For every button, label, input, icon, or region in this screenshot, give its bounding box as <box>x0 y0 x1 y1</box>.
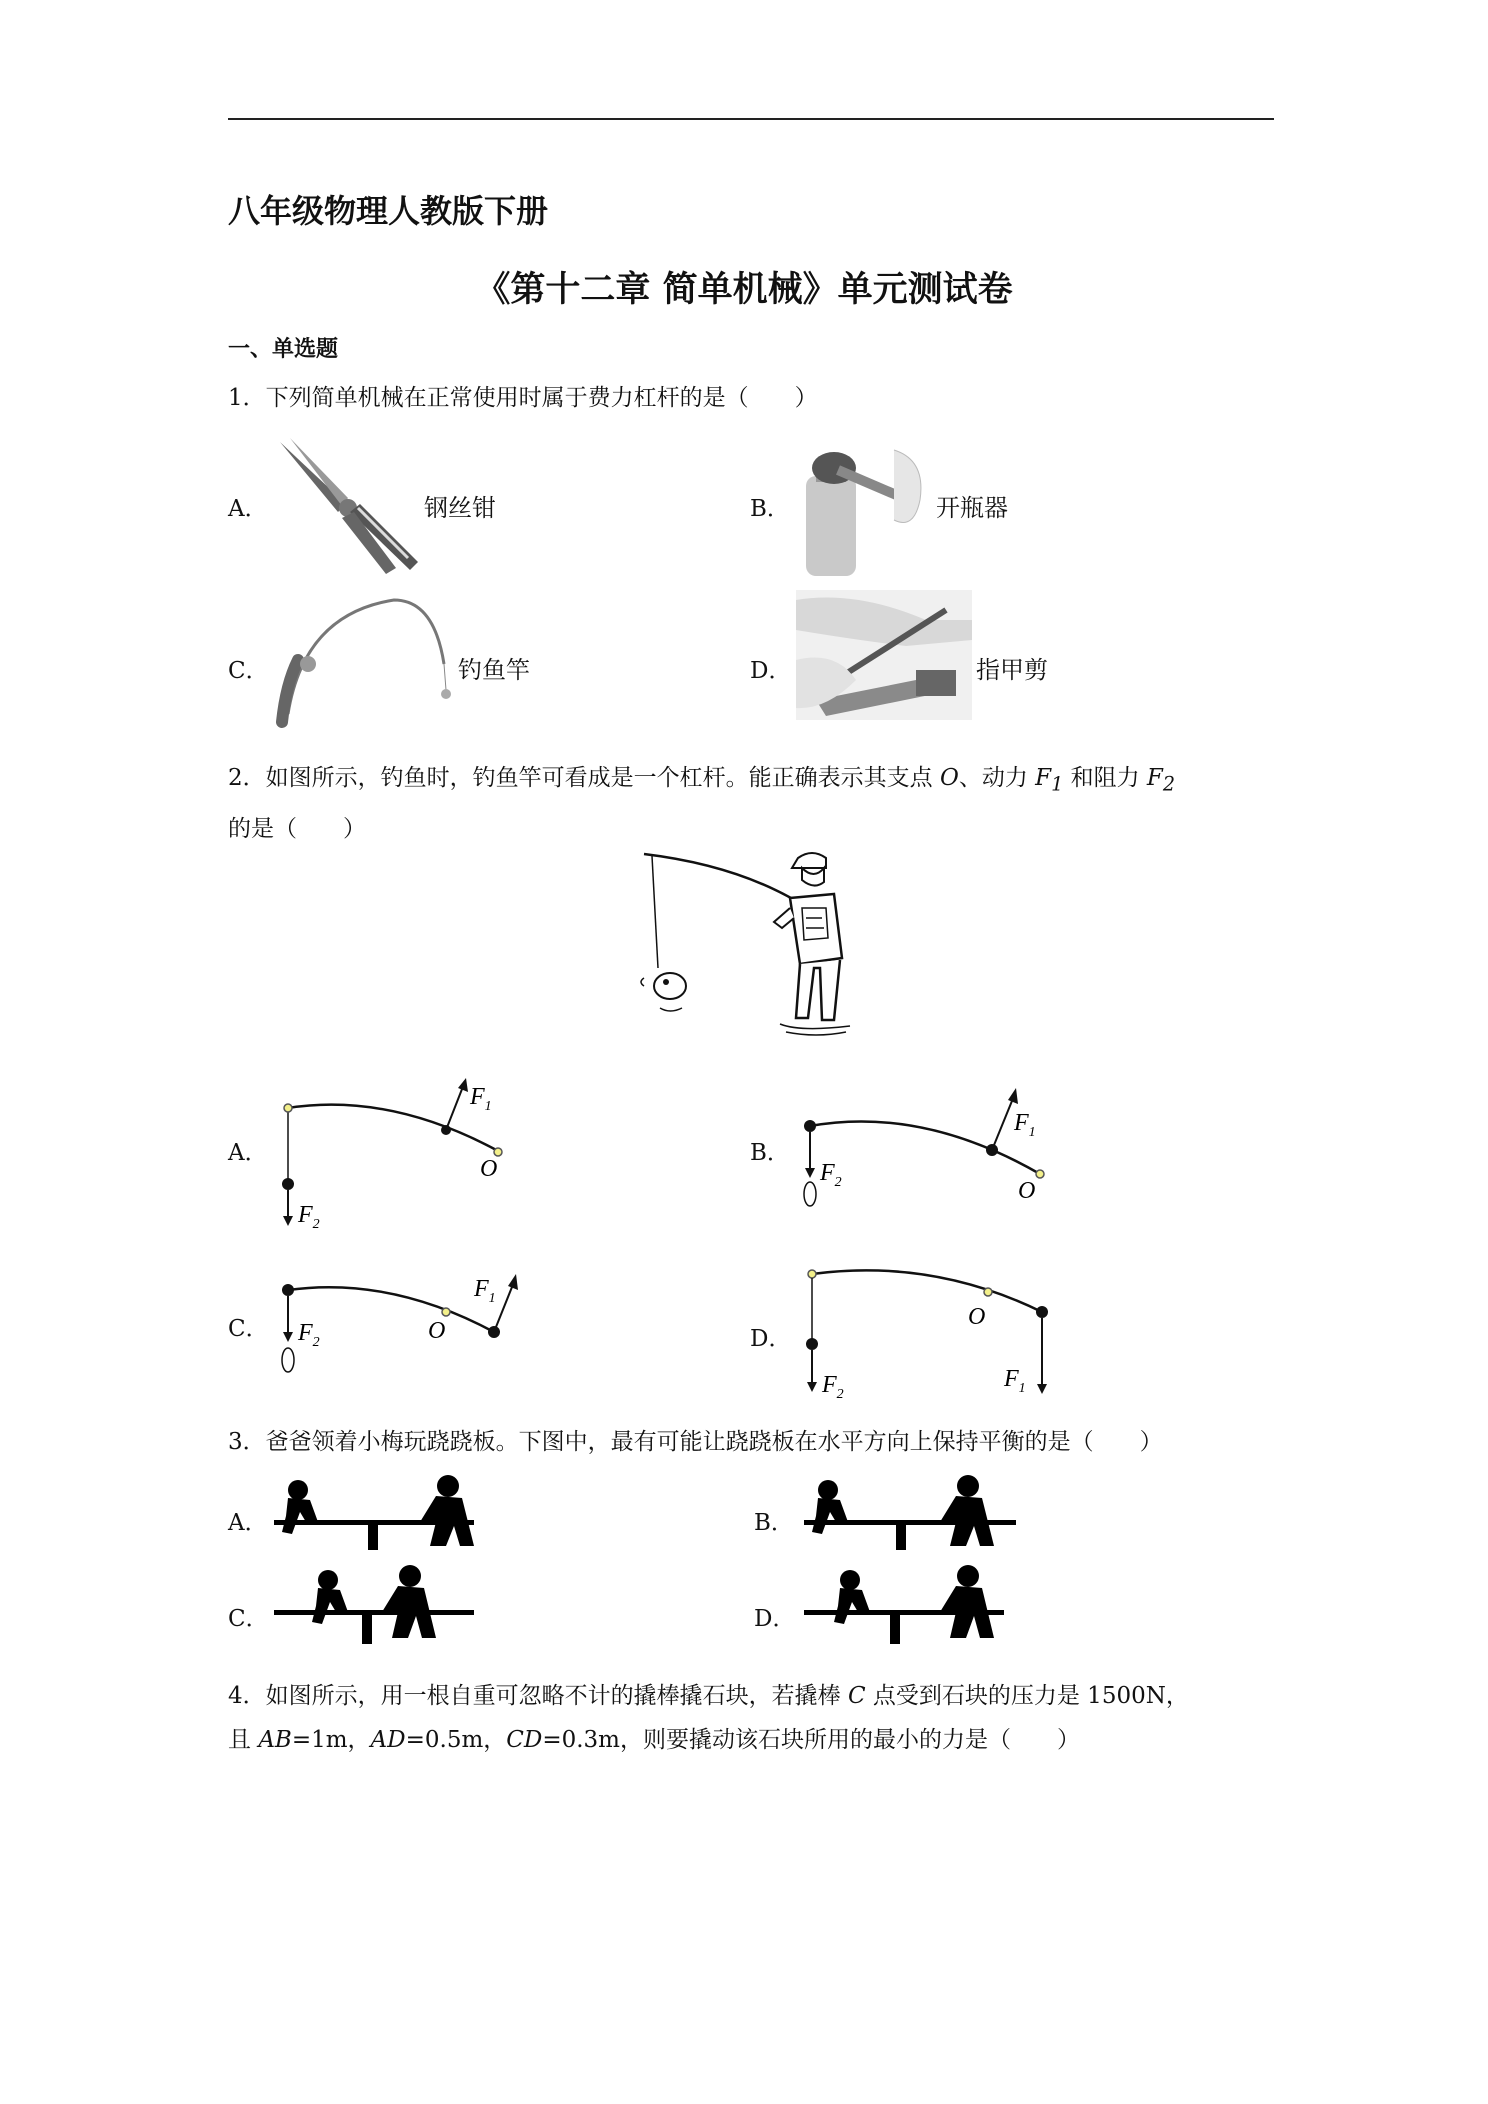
q1-option-a-caption: 钢丝钳 <box>424 494 496 522</box>
q2-f1: F <box>1035 765 1052 791</box>
q2c-o-label: O <box>428 1318 446 1344</box>
q3-option-c-letter[interactable]: C． <box>228 1606 269 1632</box>
question-2-stem <box>228 756 1278 851</box>
q2-stem-text-1: 2．如图所示，钓鱼时，钓鱼竿可看成是一个杠杆。能正确表示其支点 <box>228 765 940 791</box>
pliers-image <box>268 432 428 582</box>
q3-seesaw-c <box>270 1566 490 1650</box>
q2-diagram-b <box>792 1080 1052 1240</box>
q2c-f2-label: $F_2$ <box>298 1320 320 1350</box>
q2-diagram-a <box>270 1072 520 1232</box>
q4-ab: AB <box>258 1727 292 1753</box>
q2b-f2-label: $F_2$ <box>820 1160 842 1190</box>
q2-option-a-letter[interactable]: A． <box>228 1140 268 1166</box>
q4-text-2: 点受到石块的压力是 1500N， <box>865 1683 1189 1709</box>
q2-diagram-c <box>270 1256 530 1416</box>
q2-option-b-letter[interactable]: B． <box>750 1140 790 1166</box>
q3-seesaw-a <box>270 1476 490 1556</box>
q2-f1-sub: 1 <box>1051 772 1064 796</box>
nail-clipper-image <box>796 590 972 720</box>
doc-subtitle: 八年级物理人教版下册 <box>228 192 549 230</box>
q4-text-1: 4．如图所示，用一根自重可忽略不计的撬棒撬石块，若撬棒 <box>228 1683 848 1709</box>
question-3-stem: 3．爸爸领着小梅玩跷跷板。下图中，最有可能让跷跷板在水平方向上保持平衡的是（ ） <box>228 1429 1163 1455</box>
q1-option-c-caption: 钓鱼竿 <box>458 656 530 684</box>
q2-pivot-o: O <box>939 765 959 791</box>
section-heading: 一、单选题 <box>228 337 339 362</box>
question-1-stem: 1．下列简单机械在正常使用时属于费力杠杆的是（ ） <box>228 385 818 411</box>
q1-option-c-letter[interactable]: C． <box>228 658 269 684</box>
q4-point-c: C <box>847 1683 866 1709</box>
q2-stem-text-3: 和阻力 <box>1063 765 1147 791</box>
q2d-f2-label: $F_2$ <box>822 1372 844 1402</box>
q3-option-a-letter[interactable]: A． <box>228 1510 268 1536</box>
q4-cd: CD <box>506 1727 543 1753</box>
q2a-o-label: O <box>480 1156 498 1182</box>
q4-ad: AD <box>370 1727 406 1753</box>
q2a-f2-label: $F_2$ <box>298 1202 320 1232</box>
q4-text-4: =1m， <box>291 1727 371 1753</box>
q4-text-5: =0.5m， <box>405 1727 507 1753</box>
q2c-f1-label: $F_1$ <box>474 1276 496 1306</box>
q2d-o-label: O <box>968 1304 986 1330</box>
q2-diagram-d <box>792 1250 1052 1410</box>
q2-stem-text-2: 、动力 <box>958 765 1036 791</box>
q2d-f1-label: $F_1$ <box>1004 1366 1026 1396</box>
q3-option-b-letter[interactable]: B． <box>754 1510 794 1536</box>
bottle-opener-image <box>798 440 932 576</box>
q2-option-d-letter[interactable]: D． <box>750 1326 792 1352</box>
q1-option-d-letter[interactable]: D． <box>750 658 792 684</box>
q1-option-b-letter[interactable]: B． <box>750 496 790 522</box>
q2-f2-sub: 2 <box>1162 772 1176 796</box>
q2b-o-label: O <box>1018 1178 1036 1204</box>
q3-seesaw-d <box>800 1566 1020 1650</box>
q1-option-b-caption: 开瓶器 <box>936 494 1008 522</box>
doc-title: 《第十二章 简单机械》单元测试卷 <box>475 270 1013 310</box>
q2-stem-text-4: 的是（ ） <box>228 815 366 842</box>
q2b-f1-label: $F_1$ <box>1014 1110 1036 1140</box>
header-rule <box>228 118 1274 120</box>
q4-text-6: =0.3m，则要撬动该石块所用的最小的力是（ ） <box>542 1727 1080 1753</box>
q1-option-d-caption: 指甲剪 <box>976 656 1048 684</box>
q3-option-d-letter[interactable]: D． <box>754 1606 796 1632</box>
q1-option-a-letter[interactable]: A． <box>228 496 268 522</box>
fishing-rod-image <box>274 594 454 734</box>
fisherman-illustration <box>630 848 870 1044</box>
q4-text-3: 且 <box>228 1727 259 1753</box>
question-4-stem <box>228 1674 1278 1762</box>
q2-option-c-letter[interactable]: C． <box>228 1316 269 1342</box>
q2a-f1-label: $F_1$ <box>470 1084 492 1114</box>
q3-seesaw-b <box>800 1476 1020 1556</box>
q2-f2: F <box>1146 765 1163 791</box>
